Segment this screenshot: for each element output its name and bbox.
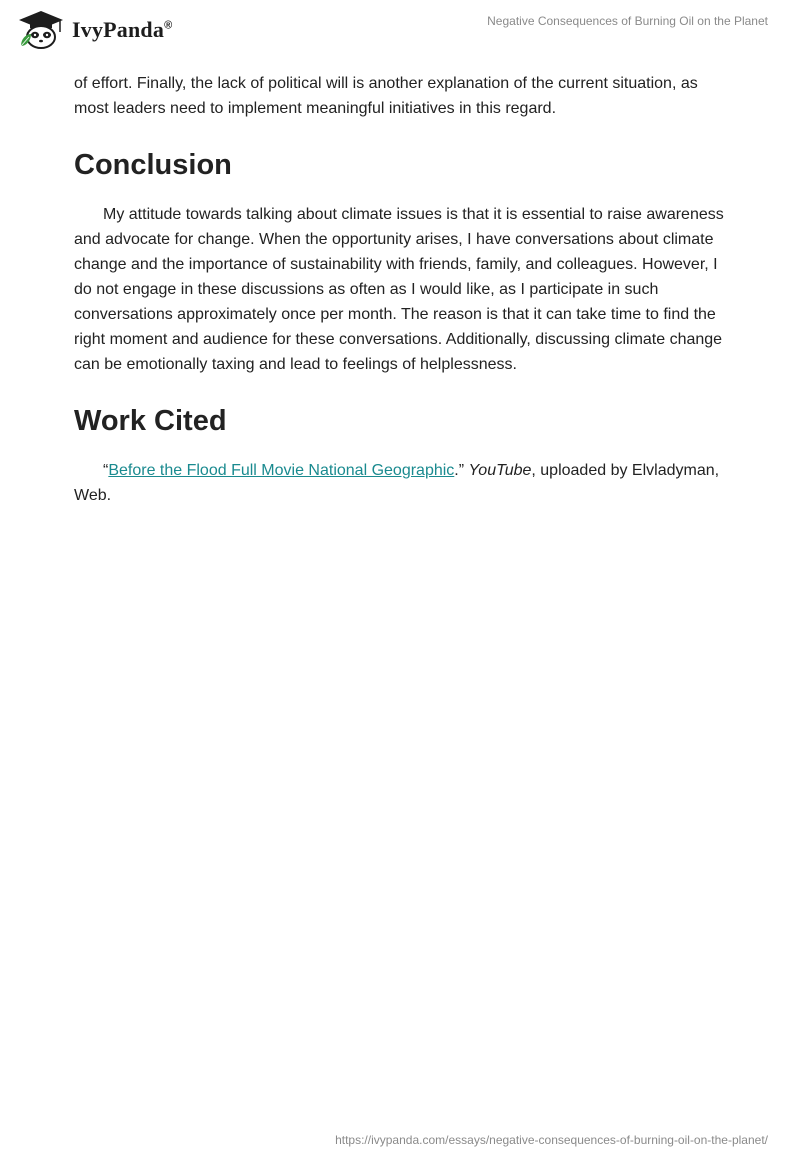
panda-graduation-icon	[16, 10, 66, 50]
ivypanda-logo[interactable]	[16, 10, 172, 50]
essay-content	[74, 71, 734, 508]
footer-url[interactable]: https://ivypanda.com/essays/negative-consequences-of-burning-oil-on-the-planet/	[335, 1133, 768, 1147]
document-title: Negative Consequences of Burning Oil on the Planet	[487, 14, 768, 28]
citation-close-quote: .”	[454, 462, 469, 479]
intro-paragraph: of effort. Finally, the lack of political will is another explanation of the current situation, as most leaders need to implement meaningful initiatives in this regard.	[74, 75, 698, 117]
citation-source: YouTube	[468, 462, 532, 479]
conclusion-heading: Conclusion	[74, 149, 232, 181]
page-header	[0, 0, 800, 70]
work-cited-heading: Work Cited	[74, 405, 227, 437]
citation-open-quote: “	[103, 462, 109, 479]
conclusion-paragraph: My attitude towards talking about climate issues is that it is essential to raise awareness and advocate for change. When the opportunity arises, I have conversations about climate change and the importance of sustainability with friends, family, and colleagues. However, I do not engage in these discussions as often as I would like, as I participate in such conversations approximately once per month. The reason is that it can take time to find the right moment and audience for these conversations. Additionally, discussing climate change can be emotionally taxing and lead to feelings of helplessness.	[74, 206, 724, 373]
registered-mark: ®	[164, 19, 173, 32]
citation-entry	[74, 458, 734, 508]
citation-details: , uploaded by Elvladyman, Web.	[74, 462, 720, 504]
citation-link[interactable]: Before the Flood Full Movie National Geographic	[108, 462, 455, 479]
logo-text: IvyPanda®	[72, 17, 173, 42]
